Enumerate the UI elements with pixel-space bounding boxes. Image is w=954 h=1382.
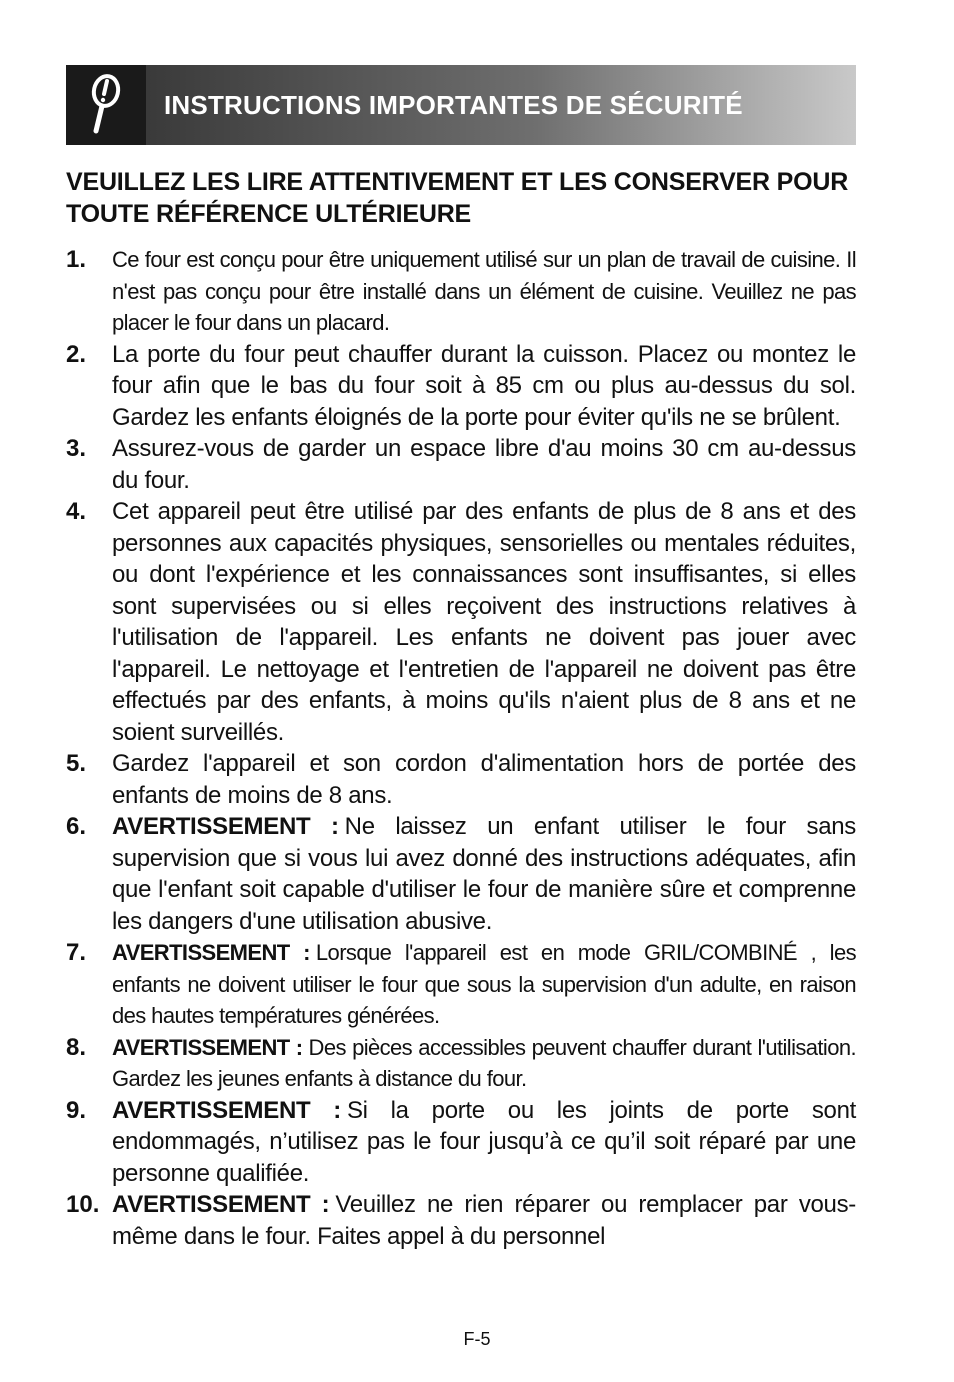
- list-item: [66, 937, 856, 1032]
- warning-label: AVERTISSEMENT :: [112, 940, 310, 965]
- item-text: Des pièces accessibles peuvent chauffer durant l'utilisation. Gardez les jeunes enfants à distance du four.: [112, 1034, 856, 1091]
- page-number: F-5: [463, 1329, 491, 1349]
- item-text: Lorsque l'appareil est en mode GRIL/COMBINÉ , les enfants ne doivent utiliser le four que sous la supervision d'un adulte, en raison des hautes températures générées.: [112, 940, 856, 1028]
- item-number: 5.: [66, 750, 87, 777]
- list-item: [66, 1032, 856, 1095]
- instruction-list: [66, 244, 856, 1252]
- item-number: 9.: [66, 1096, 87, 1124]
- list-item: [66, 1095, 856, 1190]
- item-text-block: [112, 811, 856, 937]
- warning-label: AVERTISSEMENT :: [112, 1191, 330, 1218]
- list-item: [66, 748, 856, 811]
- item-text-block: [112, 1189, 856, 1252]
- exclamation-pen-icon: [84, 73, 128, 137]
- header-icon-box: [66, 65, 146, 145]
- header-title-box: [146, 65, 856, 145]
- list-item: [66, 1189, 856, 1252]
- item-number: 4.: [66, 498, 87, 525]
- item-text-block: [112, 1032, 856, 1095]
- warning-label: AVERTISSEMENT :: [112, 1096, 341, 1124]
- item-text: Veuillez ne rien réparer ou remplacer par vous-même dans le four. Faites appel à du personnel: [112, 1191, 857, 1250]
- list-item: [66, 339, 856, 434]
- list-item: [66, 244, 856, 339]
- warning-label: AVERTISSEMENT :: [112, 1034, 303, 1060]
- item-text: Ne laissez un enfant utiliser le four sans supervision que si vous lui avez donné des instructions adéquates, afin que l'enfant soit capable d'utiliser le four de manière sûre et comprenne les dangers d'une utilisation abusive.: [112, 813, 856, 935]
- item-number: 2.: [66, 340, 87, 368]
- item-text: Ce four est conçu pour être uniquement utilisé sur un plan de travail de cuisine. Il n'est pas conçu pour être installé dans un élément de cuisine. Veuillez ne pas placer le four dans un placard.: [112, 247, 856, 335]
- item-number: 6.: [66, 813, 87, 840]
- item-number: 7.: [66, 939, 87, 966]
- item-text: Cet appareil peut être utilisé par des enfants de plus de 8 ans et des personnes aux capacités physiques, sensorielles ou mentales réduites, ou dont l'expérience et les connaissances sont insuffisantes, si elles sont supervisées ou si elles reçoivent des instructions relatives à l'utilisation de l'appareil. Les enfants ne doivent pas jouer avec l'appareil. Le nettoyage et l'entretien de l'appareil ne doivent pas être effectués par des enfants, à moins qu'ils n'aient plus de 8 ans et ne soient surveillés.: [112, 498, 856, 746]
- item-number: 3.: [66, 435, 87, 462]
- item-number: 1.: [66, 246, 87, 273]
- item-text: La porte du four peut chauffer durant la cuisson. Placez ou montez le four afin que le bas du four soit à 85 cm ou plus au-dessus du sol. Gardez les enfants éloignés de la porte pour éviter qu'ils ne se brûlent.: [112, 340, 856, 431]
- item-text-block: [112, 937, 856, 1032]
- item-text: Assurez-vous de garder un espace libre d'au moins 30 cm au-dessus du four.: [112, 435, 856, 494]
- warning-label: AVERTISSEMENT :: [112, 813, 339, 840]
- item-text: Si la porte ou les joints de porte sont endommagés, n’utilisez pas le four jusqu’à ce qu’il soit réparé par une personne qualifiée.: [112, 1096, 856, 1187]
- item-text: Gardez l'appareil et son cordon d'alimentation hors de portée des enfants de moins de 8 ans.: [112, 750, 856, 809]
- page-title: INSTRUCTIONS IMPORTANTES DE SÉCURITÉ: [164, 89, 743, 120]
- item-number: 10.: [66, 1191, 100, 1218]
- item-number: 8.: [66, 1033, 87, 1061]
- section-header: [66, 65, 856, 145]
- item-text-block: [112, 1095, 856, 1190]
- list-item: [66, 433, 856, 496]
- list-item: [66, 811, 856, 937]
- subtitle: VEUILLEZ LES LIRE ATTENTIVEMENT ET LES CONSERVER POUR TOUTE RÉFÉRENCE ULTÉRIEURE: [66, 168, 849, 228]
- list-item: [66, 496, 856, 748]
